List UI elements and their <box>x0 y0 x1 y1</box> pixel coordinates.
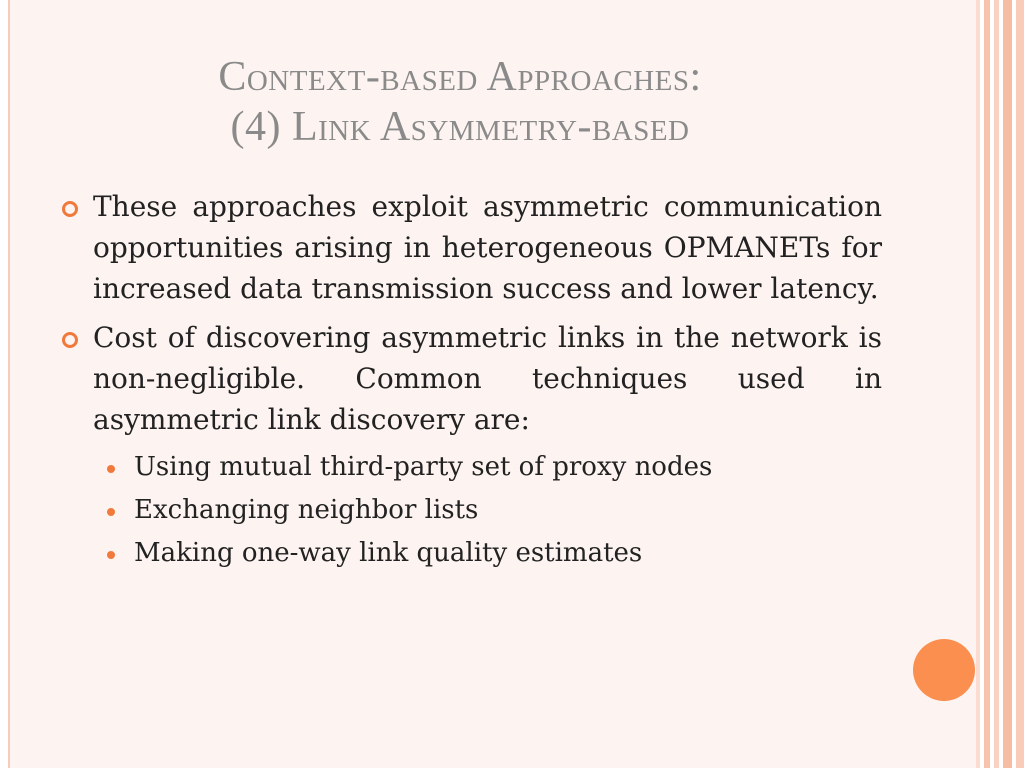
bullet-text: Cost of discovering asymmetric links in the network is non-negligible. Common techniques used in asymmetric link discovery are: <box>93 321 882 436</box>
sub-bullet-item <box>104 532 882 575</box>
decorative-stripes <box>976 0 1024 768</box>
sub-bullet-item <box>104 489 882 532</box>
stripe <box>994 0 999 768</box>
hollow-circle-bullet-icon <box>62 332 78 348</box>
stripe <box>1016 0 1024 768</box>
hollow-circle-bullet-icon <box>62 201 78 217</box>
left-border <box>0 0 10 768</box>
stripe <box>976 0 980 768</box>
sub-bullet-item <box>104 446 882 489</box>
sub-bullet-text: Making one-way link quality estimates <box>134 538 643 568</box>
stripe <box>1003 0 1012 768</box>
accent-circle <box>913 639 975 701</box>
slide-title <box>100 52 820 152</box>
title-line-2: (4) Link Asymmetry-based <box>230 104 690 150</box>
filled-dot-bullet-icon <box>107 508 115 516</box>
slide-content <box>62 186 882 575</box>
sub-bullet-text: Using mutual third-party set of proxy nodes <box>134 452 713 482</box>
sub-bullet-list <box>62 446 882 575</box>
filled-dot-bullet-icon <box>107 465 115 473</box>
title-line-1: Context-based Approaches: <box>218 54 702 100</box>
sub-bullet-text: Exchanging neighbor lists <box>134 495 479 525</box>
bullet-text: These approaches exploit asymmetric communication opportunities arising in heterogeneous OPMANETs for increased data transmission success and lower latency. <box>93 190 882 305</box>
filled-dot-bullet-icon <box>107 551 115 559</box>
stripe <box>984 0 990 768</box>
bullet-item <box>62 317 882 440</box>
bullet-item <box>62 186 882 309</box>
